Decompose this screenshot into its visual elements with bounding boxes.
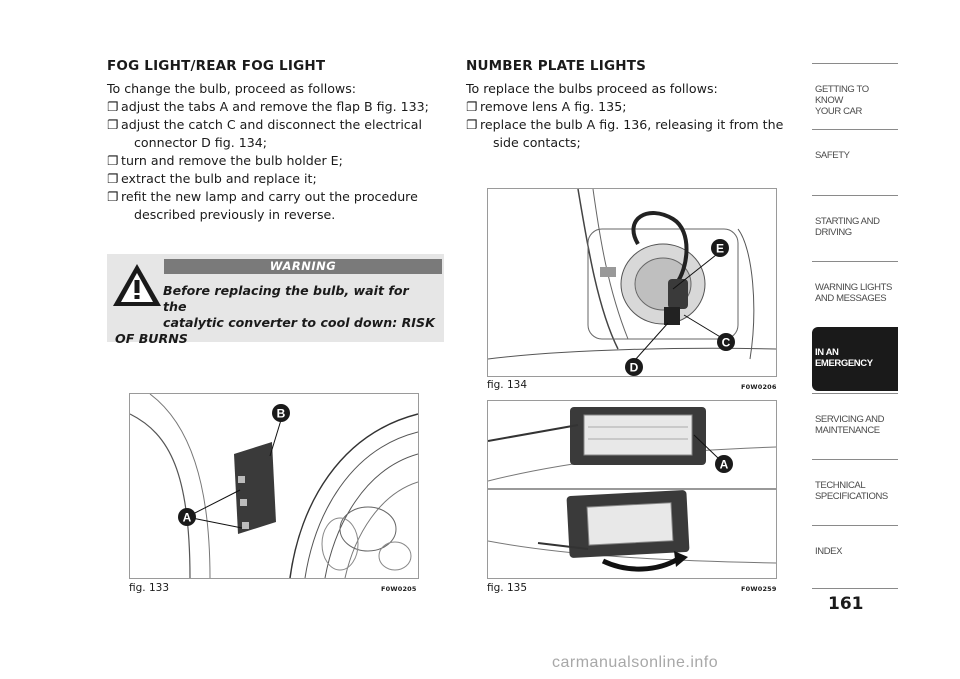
figure-code: F0W0259 <box>741 585 777 593</box>
step-item: ❐ turn and remove the bulb holder E; <box>107 153 343 168</box>
tab-warning-lights-and-messages[interactable]: WARNING LIGHTS AND MESSAGES <box>812 261 898 325</box>
step-item-continued: side contacts; <box>493 135 581 150</box>
tab-in-an-emergency[interactable]: IN AN EMERGENCY <box>812 327 898 391</box>
checkbox-bullet-icon: ❐ <box>107 171 119 186</box>
checkbox-bullet-icon: ❐ <box>466 99 478 114</box>
figure-caption: fig. 135 <box>487 582 527 594</box>
tab-starting-and-driving[interactable]: STARTING AND DRIVING <box>812 195 898 259</box>
right-column <box>466 58 786 152</box>
intro-text: To change the bulb, proceed as follows: <box>107 81 357 96</box>
step-item: ❐ replace the bulb A fig. 136, releasing it from the <box>466 117 784 132</box>
checkbox-bullet-icon: ❐ <box>107 189 119 204</box>
step-item-continued: described previously in reverse. <box>134 207 336 222</box>
figure-caption: fig. 133 <box>129 582 169 594</box>
step-item-continued: connector D fig. 134; <box>134 135 268 150</box>
section-heading-fog-light: FOG LIGHT/REAR FOG LIGHT <box>107 58 326 74</box>
step-item: ❐ adjust the tabs A and remove the flap B fig. 133; <box>107 99 429 114</box>
watermark: carmanualsonline.info <box>552 654 719 671</box>
step-item: ❐ extract the bulb and replace it; <box>107 171 317 186</box>
warning-title: WARNING <box>164 259 442 274</box>
figure-135 <box>487 400 777 579</box>
tab-getting-to-know-your-car[interactable]: GETTING TO KNOW YOUR CAR <box>812 63 898 127</box>
page-number: 161 <box>828 594 864 614</box>
left-column <box>107 58 447 224</box>
tab-safety[interactable]: SAFETY <box>812 129 898 193</box>
number-plate-light-illustration <box>488 401 776 578</box>
fog-light-bulb-holder-illustration <box>488 189 776 376</box>
callout-d: D <box>629 360 639 375</box>
step-item: ❐ adjust the catch C and disconnect the electrical <box>107 117 422 132</box>
tab-index[interactable]: INDEX <box>812 525 898 589</box>
checkbox-bullet-icon: ❐ <box>107 117 119 132</box>
checkbox-bullet-icon: ❐ <box>107 153 119 168</box>
figure-caption: fig. 134 <box>487 379 527 391</box>
callout-a: A <box>719 457 729 472</box>
fog-light-illustration <box>130 394 418 578</box>
callout-c: C <box>721 335 731 350</box>
warning-text: Before replacing the bulb, wait for the catalytic converter to cool down: RISK OF BURNS <box>115 283 435 346</box>
figure-code: F0W0205 <box>381 585 417 593</box>
figure-133 <box>129 393 419 579</box>
tab-technical-specifications[interactable]: TECHNICAL SPECIFICATIONS <box>812 459 898 523</box>
tab-servicing-and-maintenance[interactable]: SERVICING AND MAINTENANCE <box>812 393 898 457</box>
checkbox-bullet-icon: ❐ <box>107 99 119 114</box>
callout-a: A <box>182 510 192 525</box>
callout-b: B <box>276 406 286 421</box>
step-item: ❐ remove lens A fig. 135; <box>466 99 627 114</box>
callout-e: E <box>715 241 725 256</box>
step-item: ❐ refit the new lamp and carry out the procedure <box>107 189 418 204</box>
figure-code: F0W0206 <box>741 383 777 391</box>
checkbox-bullet-icon: ❐ <box>466 117 478 132</box>
warning-box <box>107 254 444 346</box>
section-heading-number-plate: NUMBER PLATE LIGHTS <box>466 58 647 74</box>
figure-134 <box>487 188 777 377</box>
intro-text: To replace the bulbs proceed as follows: <box>466 81 718 96</box>
